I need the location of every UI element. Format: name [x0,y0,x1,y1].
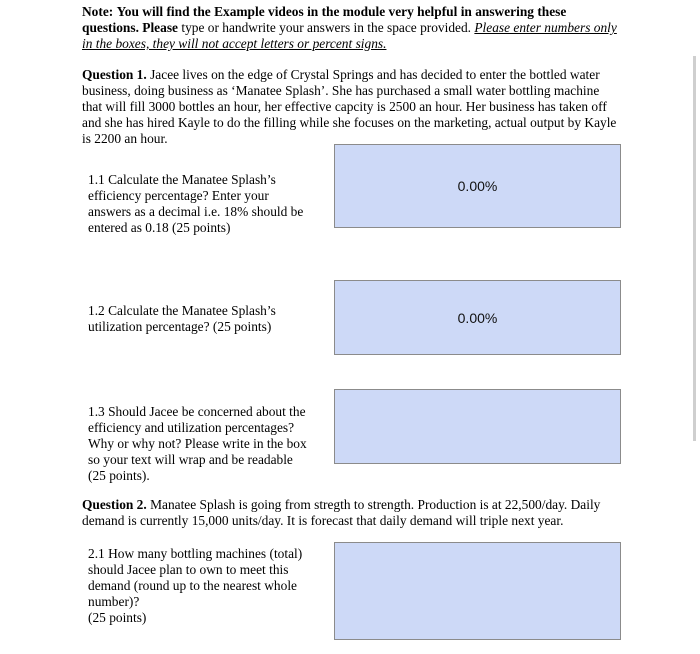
answer-box-1-2[interactable]: 0.00% [334,280,621,355]
question-2-1-points: (25 points) [88,610,147,625]
answer-box-1-3[interactable] [334,389,621,464]
question-2-text: Manatee Splash is going from stregth to strength. Production is at 22,500/day. Daily demand is currently 15,000 units/day. It is forecast that daily demand will triple next year. [82,497,601,528]
question-2-1-text: 2.1 How many bottling machines (total) should Jacee plan to own to meet this demand (round up to the nearest whole number)? [88,546,303,609]
question-1-text: Jacee lives on the edge of Crystal Springs and has decided to enter the bottled water business, doing business as ‘Manatee Splash’. She has purchased a small water bottling machine that will fill 3000 bottles an hour, her effective capcity is 2500 an hour. Her business has taken off and she has hired Kayle to do the filling while she focuses on the marketing, actual output by Kayle is 2200 an hour. [82,67,617,146]
answer-box-2-1[interactable] [334,542,621,640]
instructions-note [82,4,622,52]
question-1-label: Question 1. [82,67,147,82]
note-warning: Please enter numbers only in the boxes, they will not accept letters or percent signs. [82,20,617,51]
question-2-label: Question 2. [82,497,147,512]
question-1 [82,67,622,147]
note-bold-text: You will find the Example videos in the module very helpful in answering these questions. Please [82,4,567,35]
note-plain-text: type or handwrite your answers in the space provided. [181,20,472,35]
question-1-3-prompt: 1.3 Should Jacee be concerned about the efficiency and utilization percentages? Why or why not? Please write in the box so your text will wrap and be readable (25 points). [88,404,307,483]
question-2-1-prompt [88,546,313,626]
question-1-1-prompt: 1.1 Calculate the Manatee Splash’s efficiency percentage? Enter your answers as a decimal i.e. 18% should be entered as 0.18 (25 points) [88,172,304,235]
answer-box-1-1[interactable]: 0.00% [334,144,621,228]
note-lead: Note: [82,4,114,19]
question-1-2-prompt: 1.2 Calculate the Manatee Splash’s utilization percentage? (25 points) [88,303,276,334]
scrollbar-edge [693,56,696,441]
question-2 [82,497,622,529]
